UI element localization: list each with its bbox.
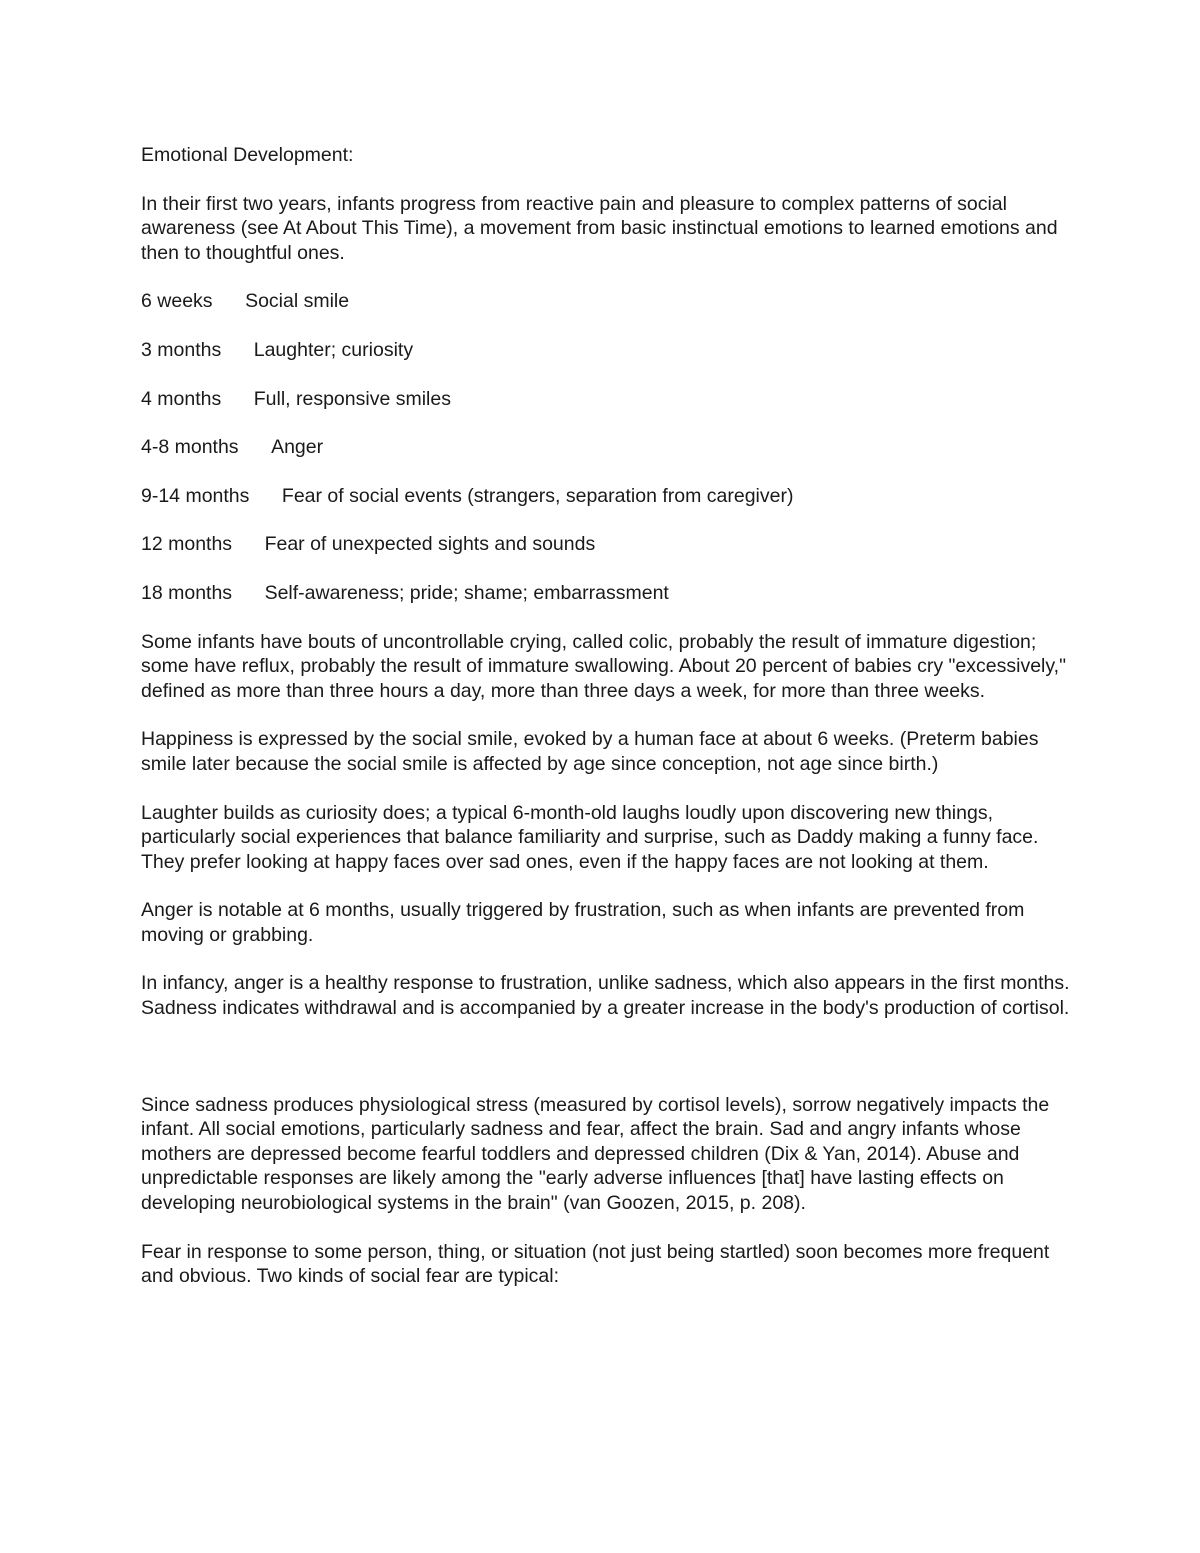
document-title: Emotional Development: — [141, 144, 354, 166]
milestone-description: Laughter; curiosity — [253, 338, 414, 361]
milestone-item — [141, 435, 1071, 460]
milestone-description: Fear of social events (strangers, separation from caregiver) — [281, 484, 794, 507]
milestone-age: 12 months — [141, 533, 233, 556]
milestone-item — [141, 532, 1071, 557]
milestone-age: 9-14 months — [141, 484, 250, 507]
milestone-item — [141, 338, 1071, 363]
body-paragraph: Since sadness produces physiological stress (measured by cortisol levels), sorrow negatively impacts the infant. All social emotions, particularly sadness and fear, affect the brain. Sad and angry infants whose mothers are depressed become fearful toddlers and depressed children (Dix & Yan, 2014). Abuse and unpredictable responses are likely among the "early adverse influences [that] have lasting effects on developing neurobiological systems in the brain" (van Goozen, 2015, p. 208). — [141, 1093, 1050, 1215]
milestone-description: Fear of unexpected sights and sounds — [264, 533, 596, 556]
milestone-age: 18 months — [141, 581, 233, 604]
body-paragraph: Laughter builds as curiosity does; a typical 6-month-old laughs loudly upon discovering new things, particularly social experiences that balance familiarity and surprise, such as Daddy making a funny face. They prefer looking at happy faces over sad ones, even if the happy faces are not looking at them. — [141, 801, 1039, 873]
milestone-description: Social smile — [245, 290, 350, 313]
body-paragraph: Some infants have bouts of uncontrollable crying, called colic, probably the result of immature digestion; some have reflux, probably the result of immature swallowing. About 20 percent of babies cry "excessively," defined as more than three hours a day, more than three days a week, for more than three weeks. — [141, 630, 1067, 702]
milestone-description: Full, responsive smiles — [253, 387, 451, 410]
intro-paragraph: In their first two years, infants progress from reactive pain and pleasure to complex patterns of social awareness (see At About This Time), a movement from basic instinctual emotions to learned emotions and then to thoughtful ones. — [141, 192, 1058, 264]
milestone-age: 4-8 months — [141, 436, 239, 459]
milestone-description: Self-awareness; pride; shame; embarrassment — [264, 581, 669, 604]
milestone-description: Anger — [271, 436, 324, 459]
milestone-age: 4 months — [141, 387, 222, 410]
milestone-age: 3 months — [141, 338, 222, 361]
document-page — [141, 143, 1071, 1313]
milestone-item — [141, 387, 1071, 412]
milestone-item — [141, 484, 1071, 509]
body-paragraph: Fear in response to some person, thing, or situation (not just being startled) soon becomes more frequent and obvious. Two kinds of social fear are typical: — [141, 1240, 1050, 1288]
body-paragraph: Anger is notable at 6 months, usually triggered by frustration, such as when infants are prevented from moving or grabbing. — [141, 899, 1025, 946]
blank-space — [141, 1045, 1071, 1093]
milestone-age: 6 weeks — [141, 290, 213, 313]
body-paragraph: In infancy, anger is a healthy response to frustration, unlike sadness, which also appears in the first months. Sadness indicates withdrawal and is accompanied by a greater increase in the body's production of cortisol. — [141, 972, 1070, 1020]
milestone-item — [141, 581, 1071, 606]
milestone-item — [141, 289, 1071, 314]
body-paragraph: Happiness is expressed by the social smile, evoked by a human face at about 6 weeks. (Preterm babies smile later because the social smile is affected by age since conception, not age since birth.) — [141, 728, 1039, 775]
